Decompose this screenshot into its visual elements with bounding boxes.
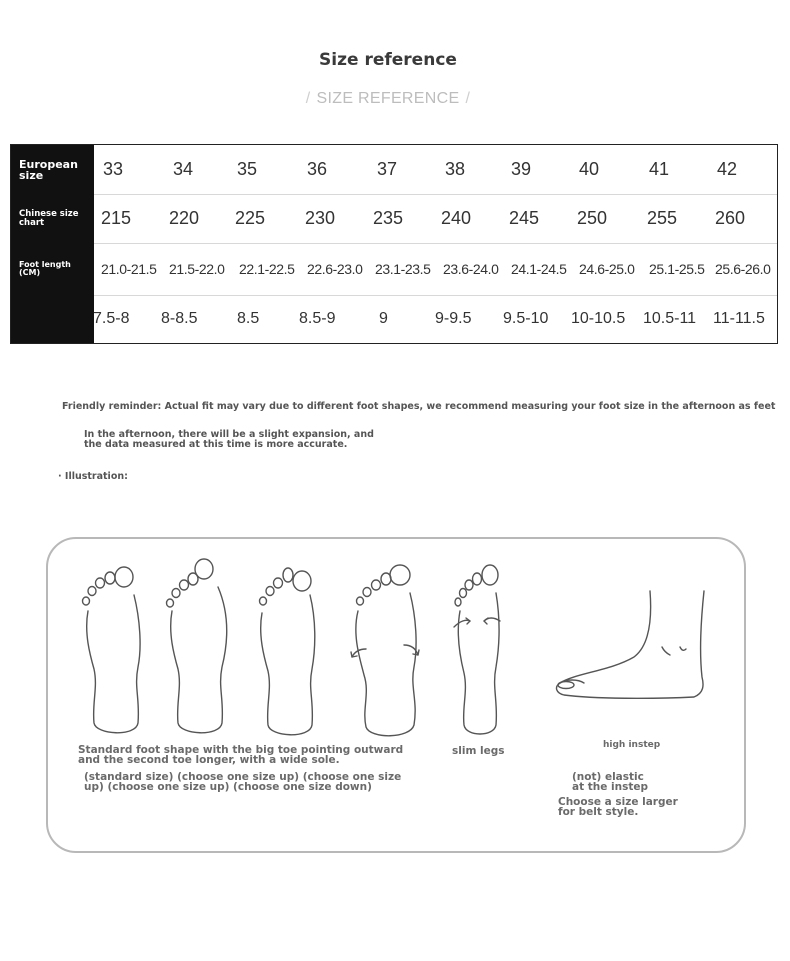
size-cell: 250 bbox=[577, 208, 608, 228]
row-label-european-size bbox=[11, 145, 94, 194]
friendly-reminder: Friendly reminder: Actual fit may vary due to different foot shapes, we recommend measuring your foot size in the afternoon as feet bbox=[62, 401, 776, 412]
size-cell: 37 bbox=[377, 159, 398, 179]
caption-slim-legs: slim legs bbox=[452, 745, 505, 757]
second-toe-longer-foot-icon bbox=[260, 568, 315, 735]
size-row-foot-length bbox=[11, 243, 777, 296]
size-cell: 41 bbox=[649, 159, 670, 179]
size-cell: 235 bbox=[373, 208, 404, 228]
size-cell: 220 bbox=[169, 208, 200, 228]
caption-high-instep: high instep bbox=[603, 740, 661, 750]
size-cell: 42 bbox=[717, 159, 738, 179]
size-cell: 7.5-8 bbox=[93, 310, 130, 327]
size-cell: 11-11.5 bbox=[713, 310, 765, 327]
size-cell: 255 bbox=[647, 208, 678, 228]
size-cell: 24.6-25.0 bbox=[579, 261, 635, 277]
size-cell: 21.5-22.0 bbox=[169, 261, 225, 277]
row-label-text: Chinese size chart bbox=[19, 209, 79, 228]
size-cell: 24.1-24.5 bbox=[511, 261, 567, 277]
size-row-us-size bbox=[11, 295, 777, 343]
size-cell: 8.5 bbox=[237, 310, 260, 327]
size-cell: 9.5-10 bbox=[503, 310, 549, 327]
row-label-text: European size bbox=[19, 157, 78, 182]
wide-sole-foot-icon bbox=[351, 565, 419, 736]
size-cell: 25.1-25.5 bbox=[649, 261, 705, 277]
slim-foot-icon bbox=[454, 565, 500, 734]
caption-elastic: (not) elastic at the instep bbox=[572, 771, 649, 793]
size-cell: 9 bbox=[379, 310, 388, 327]
subtitle-slash-right: / bbox=[465, 90, 471, 107]
illustration-label: · Illustration: bbox=[58, 471, 128, 482]
subtitle-text: SIZE REFERENCE bbox=[316, 90, 460, 107]
caption-foot-shapes: Standard foot shape with the big toe pointing outward and the second toe longer, with a wide sole. bbox=[78, 744, 404, 766]
row-label-foot-length bbox=[11, 243, 94, 295]
size-cell: 240 bbox=[441, 208, 472, 228]
size-cell: 9-9.5 bbox=[435, 310, 472, 327]
subtitle-slash-left: / bbox=[305, 90, 311, 107]
caption-size-advice: (standard size) (choose one size up) (choose one size up) (choose one size up) (choose one size down) bbox=[84, 771, 402, 793]
size-cell: 33 bbox=[103, 159, 124, 179]
size-cell: 21.0-21.5 bbox=[101, 261, 157, 277]
size-cell: 40 bbox=[579, 159, 600, 179]
size-table bbox=[10, 144, 778, 344]
size-cell: 39 bbox=[511, 159, 532, 179]
big-toe-out-foot-icon bbox=[167, 559, 227, 733]
size-cell: 36 bbox=[307, 159, 328, 179]
size-cell: 23.1-23.5 bbox=[375, 261, 431, 277]
size-row-chinese-size bbox=[11, 194, 777, 244]
size-cell: 35 bbox=[237, 159, 258, 179]
caption-belt-style: Choose a size larger for belt style. bbox=[558, 796, 678, 818]
size-cell: 38 bbox=[445, 159, 466, 179]
size-cell: 22.1-22.5 bbox=[239, 261, 295, 277]
size-cell: 22.6-23.0 bbox=[307, 261, 363, 277]
size-cell: 8-8.5 bbox=[161, 310, 198, 327]
standard-foot-icon bbox=[83, 567, 141, 733]
afternoon-note: In the afternoon, there will be a slight expansion, and the data measured at this time is more accurate. bbox=[84, 429, 374, 450]
foot-shape-panel bbox=[46, 537, 746, 853]
size-cell: 8.5-9 bbox=[299, 310, 336, 327]
size-cell: 10-10.5 bbox=[571, 310, 626, 327]
size-cell: 225 bbox=[235, 208, 266, 228]
size-cell: 10.5-11 bbox=[643, 310, 697, 327]
size-cell: 230 bbox=[305, 208, 336, 228]
page-subtitle bbox=[0, 90, 776, 108]
size-row-european-size bbox=[11, 145, 777, 195]
high-instep-foot-icon bbox=[557, 591, 704, 698]
size-cell: 34 bbox=[173, 159, 194, 179]
size-cell: 215 bbox=[101, 208, 132, 228]
size-cell: 260 bbox=[715, 208, 746, 228]
row-label-chinese-size bbox=[11, 194, 94, 243]
size-cell: 25.6-26.0 bbox=[715, 261, 771, 277]
page-title: Size reference bbox=[319, 50, 457, 70]
size-cell: 245 bbox=[509, 208, 540, 228]
size-cell: 23.6-24.0 bbox=[443, 261, 499, 277]
row-label-text: Foot length (CM) bbox=[19, 260, 71, 277]
row-label-us-size bbox=[11, 295, 94, 343]
